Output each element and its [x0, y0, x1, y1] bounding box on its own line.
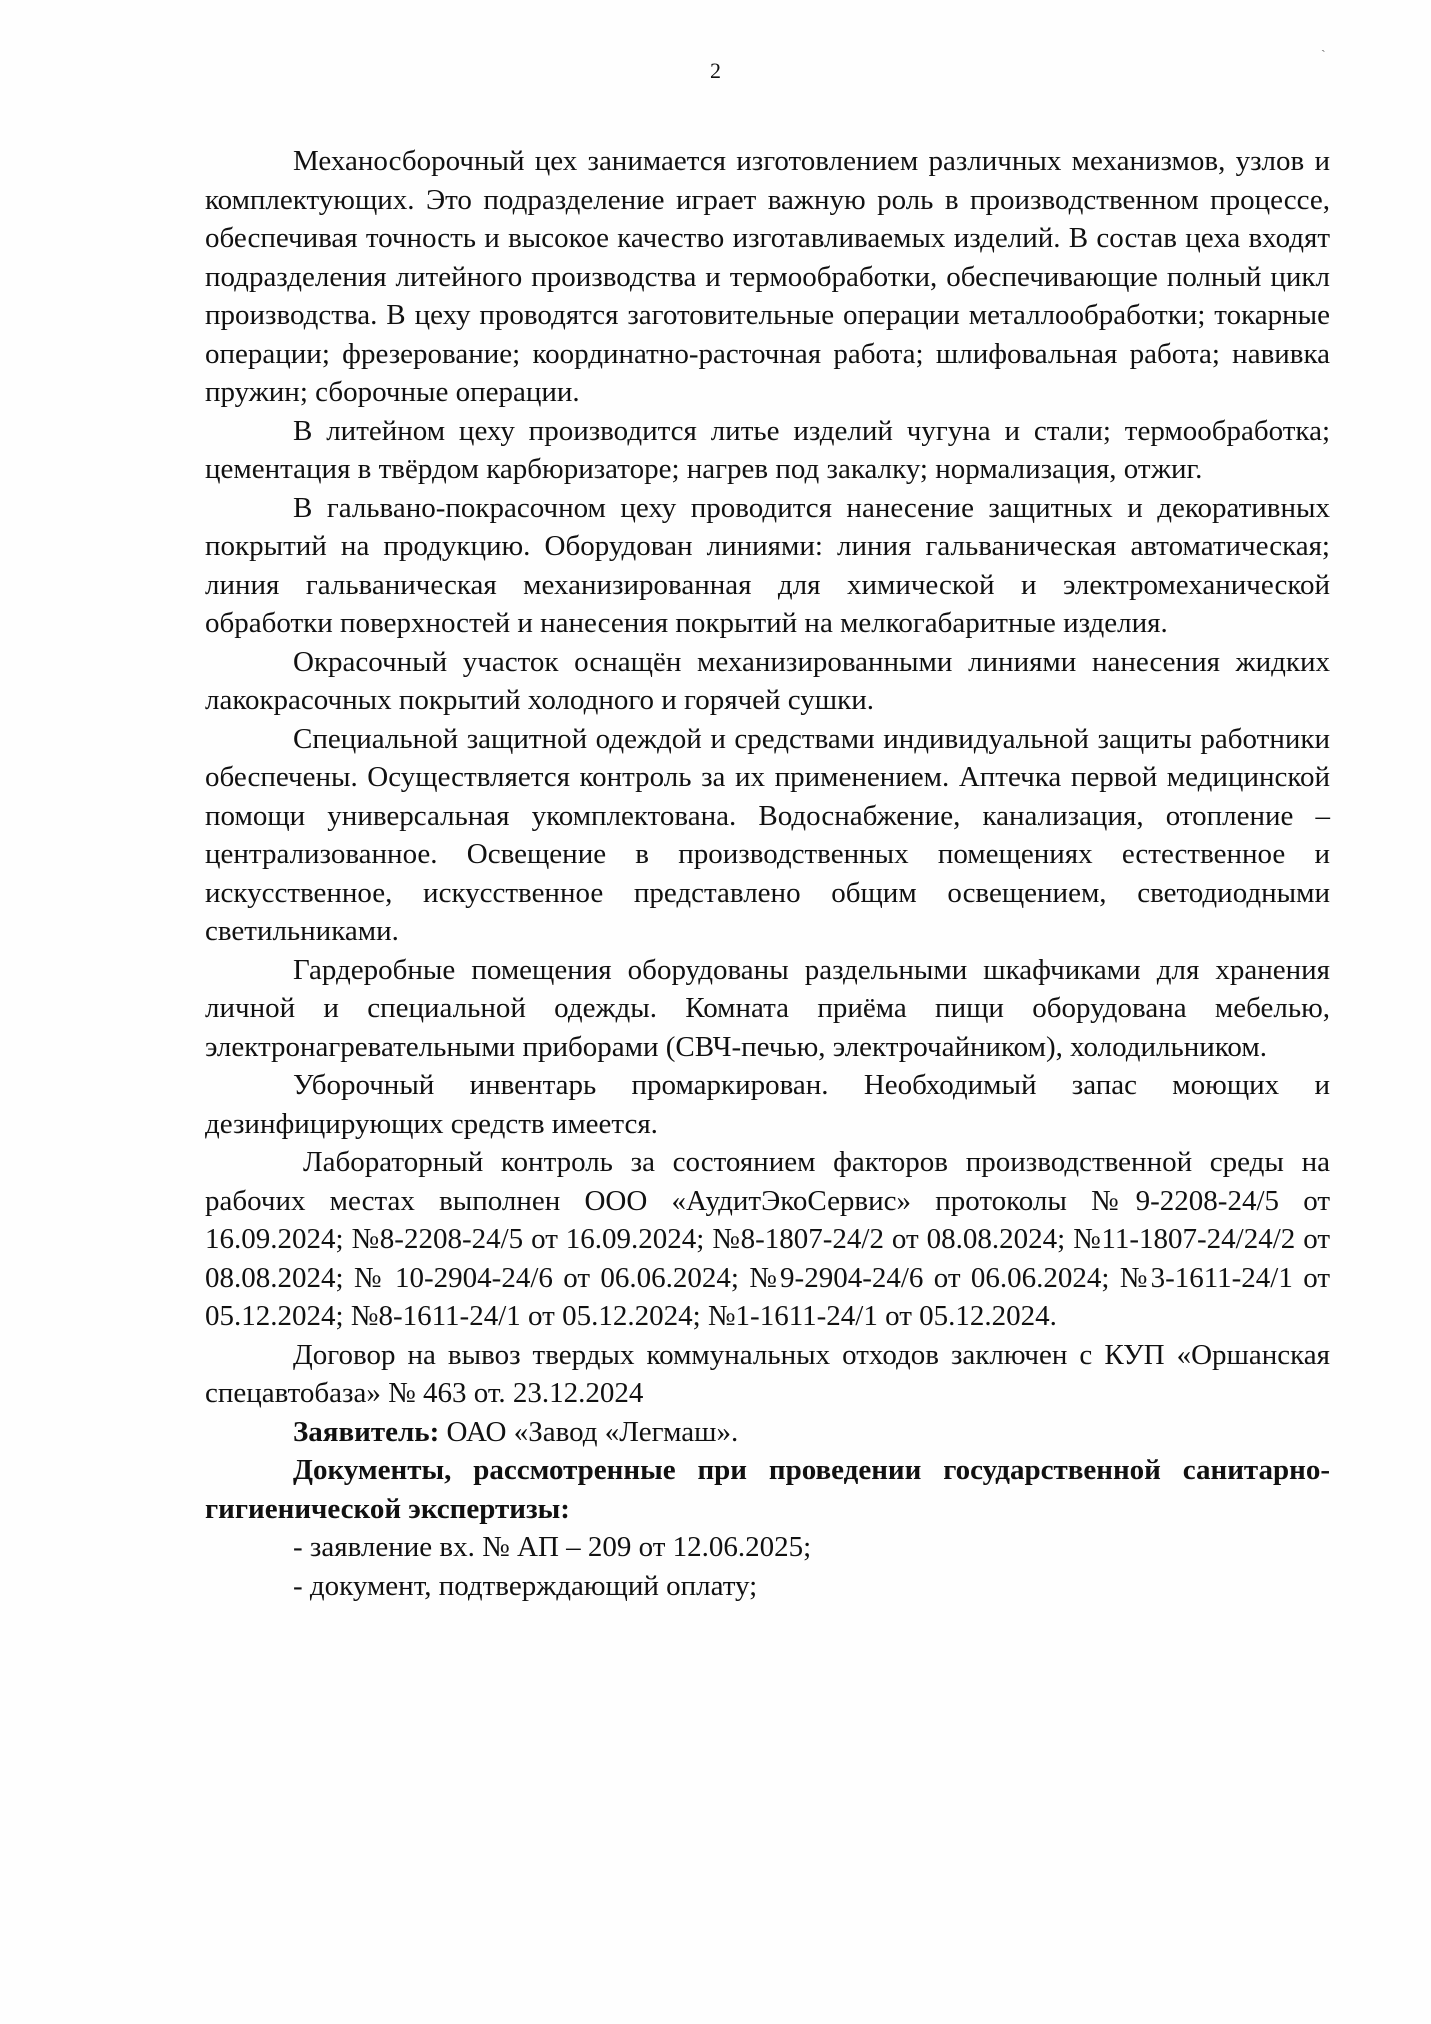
- applicant-line: [205, 1413, 1330, 1452]
- documents-list-item: - документ, подтверждающий оплату;: [293, 1569, 758, 1602]
- applicant-label: Заявитель:: [293, 1415, 440, 1448]
- paragraph-lab-control: Лабораторный контроль за состоянием факторов производственной среды на рабочих местах выполнен ООО «АудитЭкоСервис» протоколы №9-2208-24/5 от 16.09.2024; №8-2208-24/5 от 16.09.2024; №8-1807-24/2 от 08.08.2024; №11-1807-24/24/2 от 08.08.2024; № 10-2904-24/6 от 06.06.2024; №9-2904-24/6 от 06.06.2024; №3-1611-24/1 от 05.12.2024; №8-1611-24/1 от 05.12.2024; №1-1611-24/1 от 05.12.2024.: [205, 1146, 1330, 1332]
- document-body: [205, 142, 1330, 1605]
- page-number: 2: [710, 58, 721, 83]
- paragraph-cleaning-inventory: Уборочный инвентарь промаркирован. Необходимый запас моющих и дезинфицирующих средств имеется.: [205, 1069, 1330, 1140]
- paragraph-waste-contract: Договор на вывоз твердых коммунальных отходов заключен с КУП «Оршанская спецавтобаза» № 463 от. 23.12.2024: [205, 1338, 1330, 1409]
- paragraph-wardrobe-rooms: Гардеробные помещения оборудованы раздельными шкафчиками для хранения личной и специальной одежды. Комната приёма пищи оборудована мебелью, электронагревательными приборами (СВЧ-печью, электрочайником), холодильником.: [205, 953, 1330, 1063]
- scan-artifact: ˎ: [1321, 38, 1326, 53]
- paragraph-protective-equipment: Специальной защитной одеждой и средствами индивидуальной защиты работники обеспечены. Осуществляется контроль за их применением. Аптечка первой медицинской помощи универсальная укомплектована. Водоснабжение, канализация, отопление – централизованное. Освещение в производственных помещениях естественное и искусственное, искусственное представлено общим освещением, светодиодными светильниками.: [205, 722, 1330, 947]
- documents-list-item: - заявление вх. № АП – 209 от 12.06.2025;: [293, 1531, 812, 1563]
- paragraph-foundry: В литейном цеху производится литье изделий чугуна и стали; термообработка; цементация в твёрдом карбюризаторе; нагрев под закалку; нормализация, отжиг.: [205, 414, 1330, 485]
- applicant-value: ОАО «Завод «Легмаш».: [439, 1415, 739, 1448]
- documents-heading: Документы, рассмотренные при проведении государственной санитарно-гигиенической экспертизы:: [205, 1454, 1330, 1525]
- paragraph-painting-section: Окрасочный участок оснащён механизированными линиями нанесения жидких лакокрасочных покрытий холодного и горячей сушки.: [205, 645, 1330, 716]
- paragraph-assembly-shop: Механосборочный цех занимается изготовлением различных механизмов, узлов и комплектующих. Это подразделение играет важную роль в производственном процессе, обеспечивая точность и высокое качество изготавливаемых изделий. В состав цеха входят подразделения литейного производства и термообработки, обеспечивающие полный цикл производства. В цеху проводятся заготовительные операции металлообработки; токарные операции; фрезерование; координатно-расточная работа; шлифовальная работа; навивка пружин; сборочные операции.: [205, 145, 1330, 408]
- paragraph-galvanic-shop: В гальвано-покрасочном цеху проводится нанесение защитных и декоративных покрытий на продукцию. Оборудован линиями: линия гальваническая автоматическая; линия гальваническая механизированная для химической и электромеханической обработки поверхностей и нанесения покрытий на мелкогабаритные изделия.: [205, 491, 1330, 639]
